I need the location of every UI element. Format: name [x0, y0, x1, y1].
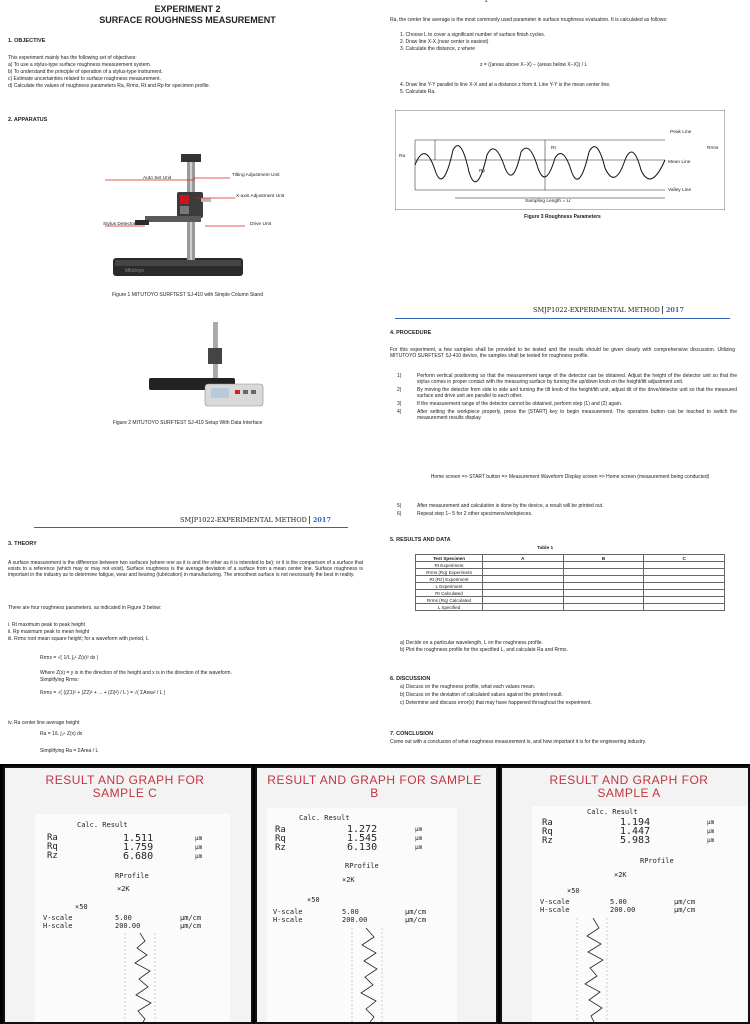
- page-header: [180, 516, 331, 524]
- sample-c-title: RESULT AND GRAPH FOR SAMPLE C: [45, 773, 205, 800]
- step-number: 1): [397, 373, 402, 379]
- table-row: [416, 583, 725, 590]
- apparatus-heading: 2. APPARATUS: [8, 117, 48, 123]
- table-header-row: [416, 555, 725, 562]
- procedure-step: [397, 373, 737, 385]
- table-cell[interactable]: [644, 597, 725, 604]
- simplifying-rrms-label: Simplifying Rrms:: [40, 677, 79, 683]
- table-row-label: Rt (Rz) Experiment: [416, 576, 483, 583]
- calc-result-label: Calc. Result: [299, 814, 350, 822]
- sample-b-panel: [255, 766, 498, 1024]
- ra-step: 1. Choose L to cover a significant number of surface finish cycles.: [400, 32, 546, 38]
- table-row-label: L Specified: [416, 604, 483, 611]
- step-text: After measurement and calculation is done by the device, a result will be printed out.: [417, 503, 604, 509]
- header-year: 2017: [662, 306, 684, 314]
- top-fragment: Z: [485, 0, 488, 4]
- unit: μm: [195, 853, 203, 860]
- right-document-page: [375, 0, 750, 764]
- procedure-steps: [397, 373, 737, 422]
- fig3-ra: Ra: [399, 154, 406, 159]
- table-cell[interactable]: [644, 583, 725, 590]
- procedure-step: [397, 409, 737, 421]
- rprofile-label: RProfile: [345, 862, 379, 870]
- theory-paragraph: A surface measurement is the difference between two surfaces (where one as it is and the other as it is intended to be); or it is the comparison of a surface that exists to a reference (which may or may not exist). Surface roughness is the average deviation of a surface from a mean center line. Surface roughness is important in the industry as to determine fatigue, wear and bearing (lubrication) in manufacturing. The smoothest surface is not necessarily the best in reality.: [8, 560, 363, 579]
- ra-step: 5. Calculate Ra.: [400, 89, 436, 95]
- vscale-unit: μm/cm: [674, 898, 696, 906]
- table-cell[interactable]: [563, 576, 644, 583]
- table-cell[interactable]: [563, 590, 644, 597]
- objective-item: b) To understand the principle of operation of a stylus-type instrument.: [8, 69, 163, 75]
- objective-item: a) To use a stylus-type surface roughness measurement system.: [8, 62, 152, 68]
- rz-value: 5.983: [620, 835, 651, 846]
- param-item: iii. Rrms root mean square height; for a waveform with period, L: [8, 636, 149, 642]
- table-cell[interactable]: [644, 604, 725, 611]
- calc-result-label: Calc. Result: [587, 808, 638, 816]
- figure3-caption: Figure 3 Roughness Parameters: [524, 214, 601, 220]
- brand-text: Mitutoyo: [125, 268, 144, 274]
- calc-result-label: Calc. Result: [77, 821, 128, 829]
- label-tilting-unit: Tilting Adjustment Unit: [232, 173, 280, 178]
- rprofile-label: RProfile: [115, 872, 149, 880]
- ra-value: 1.511: [123, 833, 154, 844]
- table-cell[interactable]: [563, 569, 644, 576]
- v-magnification: ×50: [567, 887, 580, 895]
- table-cell[interactable]: [483, 583, 564, 590]
- table-cell[interactable]: [483, 562, 564, 569]
- fig3-rt: Rt: [551, 146, 556, 151]
- table-cell[interactable]: [563, 562, 644, 569]
- rz-label: Rz: [275, 843, 286, 853]
- procedure-step: [397, 511, 737, 517]
- rq-value: 1.447: [620, 826, 651, 837]
- table-row-label: L Experiment: [416, 583, 483, 590]
- fig3-mean-line: Mean Line: [668, 160, 691, 165]
- ra-step: 4. Draw line Y-Y parallel to line X-X and at a distance z from it. Line Y-Y is the mean center line.: [400, 82, 611, 88]
- unit: μm: [195, 835, 203, 842]
- table-cell[interactable]: [483, 597, 564, 604]
- sample-a-title: RESULT AND GRAPH FOR SAMPLE A: [549, 773, 709, 800]
- ra-step: 3. Calculate the distance, z where: [400, 46, 476, 52]
- objective-intro: This experiment mainly has the following set of objectives:: [8, 55, 137, 61]
- table-cell[interactable]: [563, 604, 644, 611]
- step-number: 6): [397, 510, 402, 517]
- equation-rrms-simplified: Rrms = √( ((Z1)² + (Z2)² + ... + (Zi)²) / L ) = √( ΣArea² / L ): [40, 690, 166, 696]
- rz-value: 6.680: [123, 851, 154, 862]
- vscale-value: 5.00: [342, 908, 359, 916]
- procedure-steps-2: [397, 503, 737, 518]
- rq-label: Rq: [542, 827, 553, 837]
- hscale-value: 200.00: [115, 922, 141, 930]
- fig3-peak-line: Peak Line: [670, 130, 692, 135]
- unit: μm: [707, 837, 715, 844]
- vscale-unit: μm/cm: [405, 908, 427, 916]
- label-drive-unit: Drive Unit: [250, 222, 272, 227]
- where-text: Where Z(x) = y is in the direction of the height and x is in the direction of the waveform.: [40, 670, 232, 676]
- z-formula: z = ((areas above X−X) − (areas below X−X)) / L: [480, 62, 588, 68]
- table-cell[interactable]: [563, 597, 644, 604]
- table-cell[interactable]: [483, 604, 564, 611]
- experiment-subtitle: SURFACE ROUGHNESS MEASUREMENT: [99, 15, 276, 25]
- table-header-cell: A: [483, 555, 564, 562]
- equation-rrms: Rrms = √( 1/L ∫₀ᴸ Z(x)² dx ): [40, 655, 99, 661]
- left-document-page: [0, 0, 375, 764]
- table-body: [416, 562, 725, 611]
- label-xaxis-unit: X-axis Adjustment Unit: [236, 194, 285, 199]
- table-cell[interactable]: [483, 576, 564, 583]
- table-row: [416, 576, 725, 583]
- objective-heading: 1. OBJECTIVE: [8, 38, 46, 44]
- hscale-unit: μm/cm: [674, 906, 696, 914]
- fig3-valley-line: Valley Line: [668, 188, 692, 193]
- surftest-device-figure: [105, 150, 295, 285]
- step-text: Repeat step 1– 5 for 2 other specimens/workpieces.: [417, 510, 533, 517]
- table-row: [416, 597, 725, 604]
- fig3-sampling-length: Sampling Length = Lr: [525, 199, 571, 204]
- step-text: If the measurement range of the detector cannot be obtained, perform step (1) and (2) again.: [417, 400, 623, 407]
- table-header-cell: B: [563, 555, 644, 562]
- h-magnification: ×2K: [117, 885, 130, 893]
- ra-label: Ra: [275, 825, 286, 835]
- table-row: [416, 604, 725, 611]
- v-magnification: ×50: [307, 896, 320, 904]
- table-row: [416, 562, 725, 569]
- procedure-heading: 4. PROCEDURE: [390, 330, 432, 336]
- discussion-item: b) Discuss on the deviation of calculated values against the printed result.: [400, 692, 563, 698]
- surftest-setup-figure: [145, 320, 265, 412]
- hscale-value: 200.00: [610, 906, 636, 914]
- table-row-label: Rt Calculated: [416, 590, 483, 597]
- roughness-profile-trace: [95, 933, 205, 1024]
- page-header: [533, 306, 684, 314]
- equation-ra-simplified: Simplifying Ra = ΣArea / L: [40, 748, 99, 754]
- rq-value: 1.759: [123, 842, 154, 853]
- vscale-value: 5.00: [115, 914, 132, 922]
- ra-step: 2. Draw line X-X (near center is easiest): [400, 39, 489, 45]
- results-heading: 5. RESULTS AND DATA: [390, 537, 451, 543]
- vscale-label: V-scale: [43, 914, 73, 922]
- table-cell[interactable]: [483, 590, 564, 597]
- discussion-heading: 6. DISCUSSION: [390, 676, 431, 682]
- step-text: After setting the workpiece properly, press the [START] key to begin measurement. The operation button can be touched to switch the measurement results display.: [417, 408, 737, 421]
- hscale-unit: μm/cm: [405, 916, 427, 924]
- table-cell[interactable]: [644, 590, 725, 597]
- hscale-unit: μm/cm: [180, 922, 202, 930]
- rq-label: Rq: [47, 842, 58, 852]
- theory-params-intro: There are four roughness parameters, as indicated in Figure 3 below:: [8, 605, 162, 611]
- table-cell[interactable]: [644, 569, 725, 576]
- table-row: [416, 590, 725, 597]
- roughness-profile-trace: [547, 918, 657, 1024]
- ra-intro: Ra, the center line average is the most commonly used parameter in surface roughness evaluation. It is calculated as follows:: [390, 17, 668, 23]
- unit: μm: [415, 844, 423, 851]
- table-row-label: Rt Experiment: [416, 562, 483, 569]
- table-row-label: Rrms (Rq) Experiment: [416, 569, 483, 576]
- header-text: SMJP1022-EXPERIMENTAL METHOD: [533, 306, 660, 314]
- hscale-label: H-scale: [43, 922, 73, 930]
- procedure-intro: For this experiment, a few samples shall be provided to be tested and the results should be given clearly with comprehensive discussion. Utilizing MITUTOYO SURFTEST SJ-410 device, the samples shall be tested for roughness profile.: [390, 347, 735, 360]
- theory-heading: 3. THEORY: [8, 541, 37, 547]
- rz-label: Rz: [47, 851, 58, 861]
- h-magnification: ×2K: [614, 871, 627, 879]
- rz-label: Rz: [542, 836, 553, 846]
- table-row-label: Rrms (Rq) Calculated: [416, 597, 483, 604]
- figure1-caption: Figure 1 MITUTOYO SURFTEST SJ-410 with Simple Column Stand: [112, 292, 263, 298]
- vscale-unit: μm/cm: [180, 914, 202, 922]
- header-rule: [395, 318, 730, 319]
- experiment-title: EXPERIMENT 2: [154, 4, 221, 14]
- figure2-caption: Figure 2 MITUTOYO SURFTEST SJ-410 Setup With Data Interface: [112, 420, 263, 426]
- header-text: SMJP1022-EXPERIMENTAL METHOD: [180, 516, 307, 524]
- objective-item: c) Estimate uncertainties related to surface roughness measurement.: [8, 76, 161, 82]
- table-cell[interactable]: [483, 569, 564, 576]
- conclusion-text: Come out with a conclusion of what roughness measurement is, and how important it is for the engineering industry.: [390, 739, 647, 745]
- label-auto-set-unit: Auto Set Unit: [143, 176, 172, 181]
- param-item: ii. Rp maximum peak to mean height: [8, 629, 90, 635]
- ra-label: Ra: [542, 818, 553, 828]
- vscale-label: V-scale: [273, 908, 303, 916]
- ra-value: 1.194: [620, 817, 651, 828]
- ra-value: 1.272: [347, 824, 378, 835]
- hscale-label: H-scale: [540, 906, 570, 914]
- table-cell[interactable]: [644, 562, 725, 569]
- header-year: 2017: [309, 516, 331, 524]
- step-number: 2): [397, 386, 402, 393]
- procedure-step: [397, 503, 737, 509]
- step-number: 5): [397, 503, 402, 509]
- step-number: 3): [397, 400, 402, 407]
- sample-b-title: RESULT AND GRAPH FOR SAMPLE B: [267, 773, 482, 800]
- procedure-step: [397, 387, 737, 399]
- vscale-label: V-scale: [540, 898, 570, 906]
- discussion-item: a) Discuss on the roughness profile, what each values mean.: [400, 684, 536, 690]
- table-header-cell: C: [644, 555, 725, 562]
- objective-item: d) Calculate the values of roughness parameters Ra, Rrms, Rt and Rp for specimen profile.: [8, 83, 211, 89]
- h-magnification: ×2K: [342, 876, 355, 884]
- rq-label: Rq: [275, 834, 286, 844]
- procedure-step: [397, 401, 737, 407]
- step-text: Perform vertical positioning so that the measurement range of the detector can be obtained. Adjust the height of the detector unit so that the stylus comes in proper contact with the measuring surface by turning the up/down knob on the height/tilt adjustment unit.: [417, 373, 737, 386]
- results-item: a) Decide on a particular wavelength, L on the roughness profile.: [400, 640, 543, 646]
- sample-c-panel: [3, 766, 253, 1024]
- header-rule: [34, 527, 348, 528]
- rq-value: 1.545: [347, 833, 378, 844]
- vscale-value: 5.00: [610, 898, 627, 906]
- label-stylus-detector: Stylus Detector: [103, 222, 136, 227]
- hscale-label: H-scale: [273, 916, 303, 924]
- table-title: Table 1: [537, 546, 554, 551]
- hscale-value: 200.00: [342, 916, 368, 924]
- v-magnification: ×50: [75, 903, 88, 911]
- param-item: i. Rt maximum peak to peak height: [8, 622, 85, 628]
- step-text: By moving the detector from side to side and turning the tilt knob of the height/tilt unit, adjust tilt of the drive/detector unit so that the measured surface and drive unit are parallel to each other.: [417, 386, 737, 400]
- equation-ra: Ra = 1/L ∫₀ᴸ Z(x) dx: [40, 731, 83, 737]
- rprofile-label: RProfile: [640, 857, 674, 865]
- param-item: iv. Ra center line average height: [8, 720, 80, 726]
- table-row: [416, 569, 725, 576]
- unit: μm: [707, 819, 715, 826]
- sample-a-panel: [500, 766, 750, 1024]
- results-table: [415, 554, 725, 611]
- fig3-rp: Rp: [479, 169, 486, 174]
- conclusion-heading: 7. CONCLUSION: [390, 731, 434, 737]
- ra-label: Ra: [47, 833, 58, 843]
- flow-text: Home screen => START button => Measurement Waveform Display screen => Home screen (measurement being conducted): [430, 474, 710, 480]
- table-cell[interactable]: [644, 576, 725, 583]
- unit: μm: [415, 826, 423, 833]
- step-number: 4): [397, 408, 402, 415]
- discussion-item: c) Determine and discuss error(s) that may have happened throughout the experiment.: [400, 700, 592, 706]
- unit: μm: [195, 844, 203, 851]
- results-item: b) Plot the roughness profile for the specified L, and calculate Ra and Rrms.: [400, 647, 568, 653]
- unit: μm: [415, 835, 423, 842]
- table-cell[interactable]: [563, 583, 644, 590]
- table-header-cell: Test Specimen: [416, 555, 483, 562]
- fig3-rrms: Rrms: [707, 146, 719, 151]
- roughness-profile-trace: [322, 928, 432, 1024]
- rz-value: 6.130: [347, 842, 378, 853]
- unit: μm: [707, 828, 715, 835]
